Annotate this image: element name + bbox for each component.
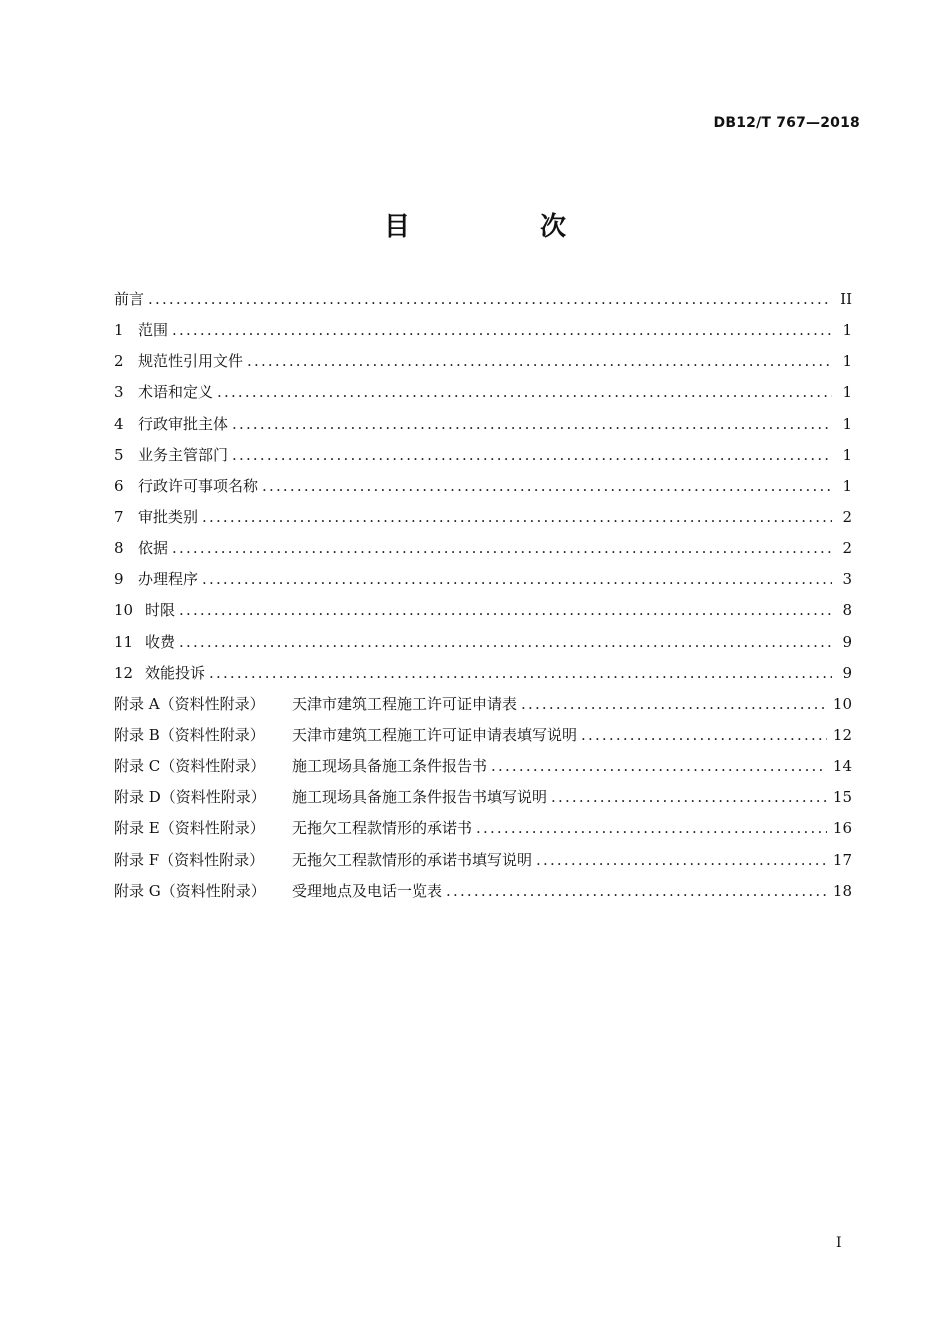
toc-page-number: 17	[832, 850, 852, 869]
toc-leader-dots	[491, 751, 827, 782]
toc-appendix-entry[interactable]	[114, 720, 852, 751]
toc-appendix-prefix: 附录 E（资料性附录）	[114, 819, 265, 838]
toc-entry-label: 10 时限	[114, 595, 175, 626]
toc-leader-dots	[179, 595, 832, 626]
toc-entry[interactable]	[114, 564, 852, 595]
toc-entry-label: 2 规范性引用文件	[114, 346, 243, 377]
toc-entry[interactable]	[114, 377, 852, 408]
toc-entry-label: 附录 G（资料性附录） 受理地点及电话一览表	[114, 876, 442, 907]
page-number: I	[836, 1235, 842, 1251]
toc-entry[interactable]	[114, 533, 852, 564]
toc-entry-label: 附录 E（资料性附录） 无拖欠工程款情形的承诺书	[114, 813, 472, 844]
toc-section-number: 6	[114, 476, 124, 495]
toc-leader-dots	[446, 876, 827, 907]
toc-page-number: II	[840, 290, 852, 308]
toc-leader-dots	[148, 284, 832, 315]
toc-page-number: 1	[842, 383, 852, 402]
toc-page-number: 3	[842, 570, 852, 589]
toc-page-number: 15	[832, 788, 852, 807]
toc-page-number: 2	[842, 539, 852, 558]
toc-page-number: 1	[842, 352, 852, 371]
toc-page-number: 8	[842, 601, 852, 620]
toc-appendix-entry[interactable]	[114, 751, 852, 782]
toc-entry-label: 附录 F（资料性附录） 无拖欠工程款情形的承诺书填写说明	[114, 845, 532, 876]
toc-appendix-prefix: 附录 B（资料性附录）	[114, 725, 265, 744]
table-of-contents	[114, 284, 852, 907]
toc-entry-label: 9 办理程序	[114, 564, 198, 595]
toc-entry-label: 4 行政审批主体	[114, 409, 228, 440]
toc-entry[interactable]	[114, 315, 852, 346]
toc-leader-dots	[172, 533, 832, 564]
toc-entry-label: 5 业务主管部门	[114, 440, 228, 471]
toc-entry-label: 8 依据	[114, 533, 168, 564]
toc-leader-dots	[202, 564, 832, 595]
toc-page-number: 1	[842, 476, 852, 495]
page-title: 目 次	[383, 212, 618, 242]
toc-leader-dots	[232, 409, 832, 440]
toc-section-number: 11	[114, 632, 134, 651]
toc-leader-dots	[476, 813, 827, 844]
toc-entry-label: 6 行政许可事项名称	[114, 471, 258, 502]
toc-entry[interactable]	[114, 502, 852, 533]
toc-leader-dots	[179, 627, 832, 658]
toc-section-number: 1	[114, 321, 124, 340]
toc-entry-label: 附录 A（资料性附录） 天津市建筑工程施工许可证申请表	[114, 689, 517, 720]
document-id: DB12/T 767—2018	[713, 115, 860, 131]
toc-entry[interactable]	[114, 471, 852, 502]
toc-leader-dots	[262, 471, 832, 502]
toc-entry-label: 7 审批类别	[114, 502, 198, 533]
toc-entry[interactable]	[114, 595, 852, 626]
toc-page-number: 2	[842, 507, 852, 526]
toc-appendix-prefix: 附录 D（资料性附录）	[114, 788, 266, 807]
toc-section-number: 5	[114, 445, 124, 464]
toc-entry-label: 附录 D（资料性附录） 施工现场具备施工条件报告书填写说明	[114, 782, 547, 813]
toc-appendix-entry[interactable]	[114, 689, 852, 720]
toc-page-number: 1	[842, 445, 852, 464]
toc-leader-dots	[232, 440, 832, 471]
toc-appendix-prefix: 附录 F（资料性附录）	[114, 850, 265, 869]
toc-page-number: 10	[832, 694, 852, 713]
toc-entry-label: 11 收费	[114, 627, 175, 658]
toc-leader-dots	[521, 689, 827, 720]
toc-section-number: 12	[114, 663, 134, 682]
toc-entry[interactable]	[114, 409, 852, 440]
toc-entry-label: 1 范围	[114, 315, 168, 346]
toc-page-number: 14	[832, 757, 852, 776]
toc-appendix-entry[interactable]	[114, 876, 852, 907]
toc-page-number: 1	[842, 321, 852, 340]
toc-entry[interactable]	[114, 627, 852, 658]
toc-appendix-prefix: 附录 C（资料性附录）	[114, 757, 266, 776]
toc-section-number: 7	[114, 507, 124, 526]
toc-section-number: 3	[114, 383, 124, 402]
toc-entry[interactable]	[114, 658, 852, 689]
toc-section-number: 2	[114, 352, 124, 371]
toc-page-number: 18	[832, 881, 852, 900]
toc-entry-label: 附录 C（资料性附录） 施工现场具备施工条件报告书	[114, 751, 487, 782]
toc-entry-label: 12 效能投诉	[114, 658, 205, 689]
toc-appendix-prefix: 附录 A（资料性附录）	[114, 694, 265, 713]
toc-appendix-entry[interactable]	[114, 782, 852, 813]
toc-leader-dots	[551, 782, 827, 813]
toc-leader-dots	[217, 377, 832, 408]
toc-leader-dots	[209, 658, 832, 689]
toc-entry[interactable]	[114, 440, 852, 471]
toc-leader-dots	[202, 502, 832, 533]
toc-appendix-entry[interactable]	[114, 813, 852, 844]
toc-entry[interactable]	[114, 284, 852, 315]
toc-page-number: 1	[842, 414, 852, 433]
toc-section-number: 4	[114, 414, 124, 433]
toc-appendix-entry[interactable]	[114, 845, 852, 876]
toc-leader-dots	[581, 720, 827, 751]
toc-section-number: 10	[114, 601, 134, 620]
toc-entry-label: 3 术语和定义	[114, 377, 213, 408]
toc-entry[interactable]	[114, 346, 852, 377]
toc-section-number: 9	[114, 570, 124, 589]
toc-leader-dots	[172, 315, 832, 346]
toc-page-number: 9	[842, 632, 852, 651]
toc-page-number: 12	[832, 725, 852, 744]
toc-entry-label: 前言	[114, 290, 145, 308]
toc-appendix-prefix: 附录 G（资料性附录）	[114, 881, 266, 900]
toc-entry-label: 附录 B（资料性附录） 天津市建筑工程施工许可证申请表填写说明	[114, 720, 577, 751]
toc-section-number: 8	[114, 539, 124, 558]
toc-leader-dots	[247, 346, 832, 377]
toc-page-number: 16	[832, 819, 852, 838]
toc-page-number: 9	[842, 663, 852, 682]
toc-leader-dots	[536, 845, 827, 876]
